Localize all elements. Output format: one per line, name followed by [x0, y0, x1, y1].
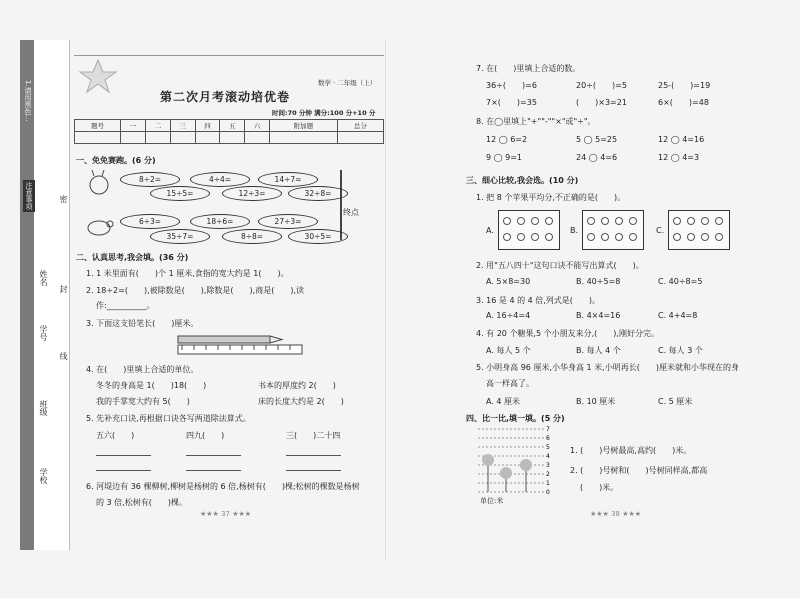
- tree-height-chart: [476, 425, 556, 505]
- apple-icon: [715, 217, 723, 225]
- score-cell[interactable]: [337, 132, 383, 144]
- apple-icon: [587, 233, 595, 241]
- axis-tick-label: 7: [546, 426, 550, 433]
- page-title: 第二次月考滚动培优卷: [160, 90, 291, 104]
- apple-icon: [587, 217, 595, 225]
- tree-icon: [500, 467, 512, 479]
- fill-2: 2. ( )号树和( )号树同样高,都高: [570, 466, 708, 475]
- tree-icon: [482, 454, 494, 466]
- q2-4d: 床的长度大约是 2( ): [258, 397, 344, 406]
- q2-4c: 我的手掌宽大约有 5( ): [96, 397, 190, 406]
- score-cell[interactable]: [269, 132, 337, 144]
- answer-line[interactable]: [286, 470, 341, 471]
- apple-icon: [517, 217, 525, 225]
- c5-question-a: 5. 小明身高 96 厘米,小华身高 1 米,小明再长( )厘米就和小华现在的身: [476, 363, 739, 372]
- score-header-cell: 五: [220, 120, 245, 132]
- name-label: 姓名: [39, 270, 48, 286]
- c2-question: 2. 用"五八四十"这句口诀不能写出算式( )。: [476, 261, 644, 270]
- option-label[interactable]: B. 10 厘米: [576, 397, 616, 406]
- apple-icon: [531, 217, 539, 225]
- race-oval[interactable]: 12÷3=: [222, 186, 282, 201]
- apple-icon: [601, 217, 609, 225]
- answer-line[interactable]: [186, 455, 241, 456]
- score-cell[interactable]: [195, 132, 220, 144]
- option-label[interactable]: C. 每人 3 个: [658, 346, 703, 355]
- axis-tick-label: 6: [546, 435, 550, 442]
- score-table: [74, 119, 384, 144]
- race-oval[interactable]: 6÷3=: [120, 214, 180, 229]
- option-label[interactable]: A. 16÷4=4: [486, 311, 531, 320]
- score-header-cell: 四: [195, 120, 220, 132]
- apple-icon: [615, 233, 623, 241]
- seal-text-2: 封: [59, 285, 68, 293]
- race-oval[interactable]: 4÷4=: [190, 172, 250, 187]
- seal-text-3: 线: [59, 352, 68, 360]
- apple-icon: [629, 217, 637, 225]
- option-label[interactable]: C. 5 厘米: [658, 397, 693, 406]
- axis-tick-label: 1: [546, 480, 550, 487]
- fill-blank-item: 36÷( )=6: [486, 81, 537, 90]
- fill-blank-item: 25-( )=19: [658, 81, 711, 90]
- rabbit-icon: [84, 170, 114, 198]
- axis-tick-label: 3: [546, 462, 550, 469]
- option-label[interactable]: B. 40÷5=8: [576, 277, 621, 286]
- race-oval[interactable]: 15÷5=: [150, 186, 210, 201]
- c1-question: 1. 把 8 个苹果平均分,不正确的是( )。: [476, 193, 626, 202]
- q7-title: 7. 在( )里填上合适的数。: [476, 64, 581, 73]
- notes-text: 1.请用黑色…: [24, 80, 32, 122]
- apple-icon: [503, 233, 511, 241]
- apple-icon: [687, 217, 695, 225]
- fill-2b: ( )米。: [580, 483, 619, 492]
- q2-6b: 的 3 倍,松树有( )棵。: [96, 498, 187, 507]
- pencil-ruler-figure: [176, 334, 304, 356]
- score-cell[interactable]: [75, 132, 121, 144]
- score-header-cell: 附加题: [269, 120, 337, 132]
- tree-icon: [520, 459, 532, 471]
- apple-icon: [601, 233, 609, 241]
- option-label[interactable]: A.: [486, 226, 494, 235]
- score-cell[interactable]: [220, 132, 245, 144]
- q2-5a: 五六( ): [96, 431, 135, 440]
- finish-label: 终点: [343, 208, 359, 217]
- q2-4: 4. 在( )里填上合适的单位。: [86, 365, 199, 374]
- q2-3: 3. 下面这支铅笔长( )厘米。: [86, 319, 199, 328]
- finish-line: [340, 170, 342, 240]
- apple-icon: [531, 233, 539, 241]
- fill-blank-item: 6×( )=48: [658, 98, 709, 107]
- operator-item: 5 ◯ 5=25: [576, 135, 618, 144]
- apple-icon: [517, 233, 525, 241]
- q2-5b: 四九( ): [186, 431, 225, 440]
- score-cell[interactable]: [245, 132, 270, 144]
- apple-icon: [673, 217, 681, 225]
- operator-item: 12 ◯ 4=16: [658, 135, 705, 144]
- race-oval[interactable]: 27÷3=: [258, 214, 318, 229]
- exam-meta: 时间:70 分钟 满分:100 分+10 分: [272, 109, 376, 117]
- option-label[interactable]: C. 40÷8=5: [658, 277, 703, 286]
- page-number-right: ★★★ 38 ★★★: [590, 510, 642, 518]
- race-oval[interactable]: 8÷2=: [120, 172, 180, 187]
- race-oval[interactable]: 35÷7=: [150, 229, 210, 244]
- option-label[interactable]: B. 每人 4 个: [576, 346, 621, 355]
- tortoise-icon: [84, 212, 114, 240]
- apple-icon: [545, 217, 553, 225]
- axis-tick-label: 0: [546, 489, 550, 496]
- option-label[interactable]: B.: [570, 226, 579, 235]
- answer-line[interactable]: [96, 455, 151, 456]
- operator-item: 12 ◯ 4=3: [658, 153, 700, 162]
- apple-icon: [715, 233, 723, 241]
- score-header-cell: 二: [146, 120, 171, 132]
- section-1-title: 一、免免赛跑。(6 分): [76, 156, 156, 165]
- id-label: 学号: [39, 325, 48, 341]
- option-label[interactable]: A. 每人 5 个: [486, 346, 531, 355]
- c3-question: 3. 16 是 4 的 4 倍,列式是( )。: [476, 296, 601, 305]
- q2-4b: 书本的厚度约 2( ): [258, 381, 336, 390]
- fill-blank-item: 20÷( )=5: [576, 81, 627, 90]
- score-cell[interactable]: [121, 132, 146, 144]
- score-cell[interactable]: [146, 132, 171, 144]
- c5-question-b: 高一样高了。: [486, 379, 534, 388]
- section-2-title: 二、认真思考,我会填。(36 分): [76, 253, 189, 262]
- section-4-title: 四、比一比,填一填。(5 分): [466, 414, 565, 423]
- fill-blank-item: ( )×3=21: [576, 98, 627, 107]
- operator-item: 9 ◯ 9=1: [486, 153, 523, 162]
- score-header-cell: 题号: [75, 120, 121, 132]
- apple-icon: [701, 233, 709, 241]
- c4-question: 4. 有 20 个糖果,5 个小朋友来分,( ),刚好分完。: [476, 329, 659, 338]
- axis-tick-label: 4: [546, 453, 550, 460]
- race-oval[interactable]: 8÷8=: [222, 229, 282, 244]
- apple-icon: [701, 217, 709, 225]
- unit-label: 单位:米: [480, 497, 504, 505]
- answer-line[interactable]: [286, 455, 341, 456]
- answer-line[interactable]: [96, 470, 151, 471]
- apple-icon: [629, 233, 637, 241]
- option-label[interactable]: C.: [656, 226, 665, 235]
- class-label: 班级: [39, 400, 48, 416]
- apple-icon: [673, 233, 681, 241]
- axis-tick-label: 5: [546, 444, 550, 451]
- fill-blank-item: 7×( )=35: [486, 98, 537, 107]
- apple-box-figure: [582, 210, 644, 250]
- grade-tag: 数学 · 二年级（上）: [318, 79, 377, 87]
- score-header-cell: 总分: [337, 120, 383, 132]
- answer-line[interactable]: [186, 470, 241, 471]
- q2-1: 1. 1 米里面有( )个 1 厘米,食指的宽大约是 1( )。: [86, 269, 289, 278]
- fill-1: 1. ( )号树最高,高约( )米。: [570, 446, 692, 455]
- apple-box-figure: [668, 210, 730, 250]
- option-label[interactable]: C. 4+4=8: [658, 311, 698, 320]
- score-header-cell: 一: [121, 120, 146, 132]
- race-oval[interactable]: 32÷8=: [288, 186, 348, 201]
- q2-2a: 2. 18÷2=( ),被除数是( ),除数是( ),商是( ),读: [86, 286, 304, 295]
- q8-title: 8. 在◯里填上"+""-""×"或"÷"。: [476, 117, 596, 126]
- school-label: 学校: [39, 468, 48, 484]
- q2-2b: 作:__________。: [96, 301, 155, 310]
- race-oval[interactable]: 18÷6=: [190, 214, 250, 229]
- q2-6a: 6. 河堤边有 36 棵柳树,柳树是杨树的 6 倍,杨树有( )棵;松树的棵数是杨树: [86, 482, 360, 491]
- option-label[interactable]: A. 5×8=30: [486, 277, 531, 286]
- seal-text-1: 密: [59, 195, 68, 203]
- option-label[interactable]: A. 4 厘米: [486, 397, 521, 406]
- apple-icon: [615, 217, 623, 225]
- race-oval[interactable]: 30÷5=: [288, 229, 348, 244]
- score-cell[interactable]: [170, 132, 195, 144]
- apple-box-figure: [498, 210, 560, 250]
- section-3-title: 三、细心比较,我会选。(10 分): [466, 176, 579, 185]
- star-logo-icon: [78, 58, 118, 94]
- score-header-cell: 三: [170, 120, 195, 132]
- apple-icon: [545, 233, 553, 241]
- q2-5c: 三( )二十四: [286, 431, 341, 440]
- notes-badge: 注意事项: [25, 182, 33, 210]
- axis-tick-label: 2: [546, 471, 550, 478]
- q2-4a: 冬冬的身高是 1( )18( ): [96, 381, 207, 390]
- apple-icon: [503, 217, 511, 225]
- page-number-left: ★★★ 37 ★★★: [200, 510, 252, 518]
- race-oval[interactable]: 14÷7=: [258, 172, 318, 187]
- option-label[interactable]: B. 4×4=16: [576, 311, 621, 320]
- score-header-cell: 六: [245, 120, 270, 132]
- operator-item: 24 ◯ 4=6: [576, 153, 618, 162]
- apple-icon: [687, 233, 695, 241]
- spine: [385, 40, 386, 560]
- q2-5: 5. 先补充口诀,再根据口诀各写两道除法算式。: [86, 414, 251, 423]
- operator-item: 12 ◯ 6=2: [486, 135, 528, 144]
